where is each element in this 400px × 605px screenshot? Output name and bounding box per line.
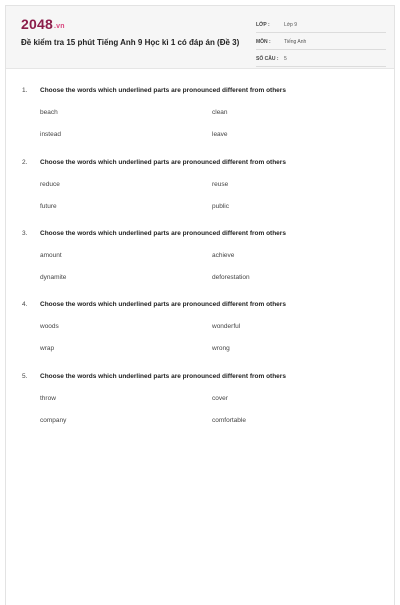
answer-option[interactable]: company bbox=[40, 417, 67, 424]
question-number: 2. bbox=[22, 159, 28, 166]
answer-option[interactable]: reduce bbox=[40, 181, 60, 188]
answer-option[interactable]: wrap bbox=[40, 345, 55, 352]
meta-row-count bbox=[256, 52, 386, 67]
answer-option[interactable]: wrong bbox=[212, 345, 230, 352]
question-header bbox=[22, 159, 286, 166]
meta-label: SỐ CÂU : bbox=[256, 56, 279, 62]
logo-suffix: .vn bbox=[53, 23, 65, 30]
question-number: 1. bbox=[22, 87, 28, 94]
question-header bbox=[22, 87, 286, 94]
meta-value: Lớp 9 bbox=[284, 22, 298, 28]
page-title: Đề kiểm tra 15 phút Tiếng Anh 9 Học kì 1 có đáp án (Đề 3) bbox=[21, 38, 240, 47]
answer-option[interactable]: future bbox=[40, 203, 57, 210]
question-text: Choose the words which underlined parts are pronounced different from others bbox=[40, 373, 286, 380]
question-header bbox=[22, 230, 286, 237]
meta-label: MÔN : bbox=[256, 39, 271, 45]
meta-row-subject bbox=[256, 35, 386, 50]
answer-option[interactable]: instead bbox=[40, 131, 61, 138]
question-number: 3. bbox=[22, 230, 28, 237]
exam-meta bbox=[256, 18, 386, 67]
meta-value: 5 bbox=[284, 56, 287, 62]
meta-value: Tiếng Anh bbox=[284, 39, 307, 45]
question-header bbox=[22, 301, 286, 308]
answer-option[interactable]: deforestation bbox=[212, 274, 250, 281]
answer-option[interactable]: public bbox=[212, 203, 229, 210]
document-header bbox=[6, 6, 394, 69]
answer-option[interactable]: leave bbox=[212, 131, 228, 138]
answer-option[interactable]: amount bbox=[40, 252, 62, 259]
site-logo[interactable] bbox=[21, 16, 65, 32]
answer-option[interactable]: comfortable bbox=[212, 417, 246, 424]
answer-option[interactable]: cover bbox=[212, 395, 228, 402]
meta-label: LỚP : bbox=[256, 22, 270, 28]
question-text: Choose the words which underlined parts are pronounced different from others bbox=[40, 230, 286, 237]
question-text: Choose the words which underlined parts are pronounced different from others bbox=[40, 87, 286, 94]
document-page bbox=[5, 5, 395, 605]
question-number: 4. bbox=[22, 301, 28, 308]
question-text: Choose the words which underlined parts are pronounced different from others bbox=[40, 159, 286, 166]
logo-main: 2048 bbox=[21, 16, 53, 32]
question-header bbox=[22, 373, 286, 380]
answer-option[interactable]: clean bbox=[212, 109, 228, 116]
answer-option[interactable]: beach bbox=[40, 109, 58, 116]
question-number: 5. bbox=[22, 373, 28, 380]
meta-row-class bbox=[256, 18, 386, 33]
question-text: Choose the words which underlined parts are pronounced different from others bbox=[40, 301, 286, 308]
answer-option[interactable]: woods bbox=[40, 323, 59, 330]
answer-option[interactable]: dynamite bbox=[40, 274, 67, 281]
answer-option[interactable]: wonderful bbox=[212, 323, 241, 330]
answer-option[interactable]: reuse bbox=[212, 181, 229, 188]
answer-option[interactable]: achieve bbox=[212, 252, 235, 259]
answer-option[interactable]: throw bbox=[40, 395, 56, 402]
